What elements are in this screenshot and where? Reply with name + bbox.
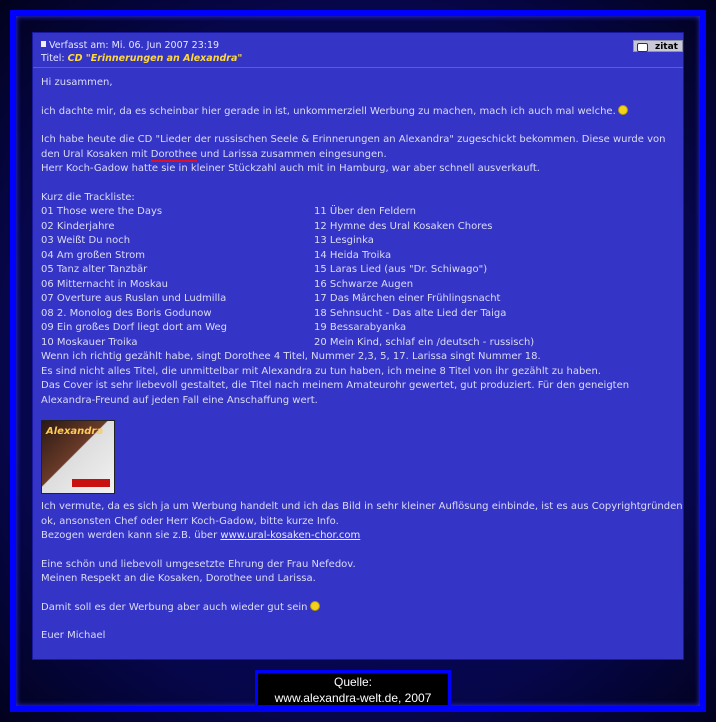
shop-link[interactable]: www.ural-kosaken-chor.com	[220, 530, 361, 541]
list-item: 14 Heida Troika	[314, 249, 392, 261]
quote-icon	[637, 43, 648, 52]
paragraph-cd: Ich habe heute die CD "Lieder der russischen Seele & Erinnerungen an Alexandra" zugeschickt bekommen. Diese wurde von den Ural Kosaken mit Dorothee und Larissa zusammen eingesungen. Herr Koch-Gadow hatte sie in kleiner Stückzahl auch mit in Hamburg, war aber schnell ausverkauft.	[41, 134, 666, 174]
tracklist-heading: Kurz die Trackliste:	[41, 191, 135, 203]
list-item: 05 Tanz alter Tanzbär	[41, 264, 148, 275]
smiley-icon	[618, 105, 628, 115]
post-title: CD "Erinnerungen an Alexandra"	[67, 53, 243, 64]
list-item: 18 Sehnsucht - Das alte Lied der Taiga	[314, 307, 507, 319]
cover-band	[72, 479, 110, 487]
cover-title: Alexandra	[46, 426, 104, 437]
signoff: Euer Michael	[41, 630, 106, 641]
list-item: 15 Laras Lied (aus "Dr. Schiwago")	[314, 264, 488, 275]
tracklist-right	[314, 205, 674, 350]
quote-button[interactable]: zitat	[633, 40, 683, 52]
source-value: www.alexandra-welt.de, 2007	[274, 691, 432, 705]
header-divider	[33, 67, 683, 68]
list-item: 20 Mein Kind, schlaf ein /deutsch - russisch)	[314, 336, 535, 348]
list-item: 11 Über den Feldern	[314, 206, 416, 217]
greeting: Hi zusammen,	[41, 77, 113, 88]
highlighted-name: Dorothee	[150, 148, 198, 160]
list-item: 06 Mitternacht in Moskau	[41, 278, 168, 290]
tracklist	[41, 205, 683, 350]
list-item: 09 Ein großes Dorf liegt dort am Weg	[41, 322, 228, 333]
tracklist-left	[41, 205, 314, 350]
paragraph-review: Wenn ich richtig gezählt habe, singt Dorothee 4 Titel, Nummer 2,3, 5, 17. Larissa singt Nummer 18. Es sind nicht alles Titel, die unmittelbar mit Alexandra zu tun haben, ich meine 8 Titel von ihr gezählt zu haben. Das Cover ist sehr liebevoll gestaltet, die Titel nach meinem Amateurohr gewertet, gut produziert. Für den geneigten Alexandra-Freund auf jeden Fall eine Anschaffung wert.	[41, 351, 630, 406]
list-item: 17 Das Märchen einer Frühlingsnacht	[314, 293, 501, 304]
post-header	[41, 39, 683, 65]
paragraph-copyright: Ich vermute, da es sich ja um Werbung handelt und ich das Bild in sehr kleiner Auflösung einbinde, ist es aus Copyrightgründen ok, ansonsten Chef oder Herr Koch-Gadow, bitte kurze Info. Bezogen werden kann sie z.B. über www.ural-kosaken-chor.com	[41, 501, 683, 541]
list-item: 01 Those were the Days	[41, 206, 163, 217]
list-item: 03 Weißt Du noch	[41, 235, 131, 246]
list-item: 19 Bessarabyanka	[314, 322, 407, 333]
post-icon	[41, 41, 46, 47]
source-caption	[255, 670, 451, 708]
list-item: 10 Moskauer Troika	[41, 336, 138, 348]
list-item: 16 Schwarze Augen	[314, 278, 414, 290]
list-item: 02 Kinderjahre	[41, 220, 115, 232]
list-item: 04 Am großen Strom	[41, 249, 146, 261]
source-label: Quelle:	[333, 675, 373, 689]
forum-post	[32, 32, 684, 660]
intro-text: ich dachte mir, da es scheinbar hier gerade in ist, unkommerziell Werbung zu machen, mach ich auch mal welche.	[41, 105, 683, 120]
list-item: 12 Hymne des Ural Kosaken Chores	[314, 220, 493, 232]
wink-icon	[310, 601, 320, 611]
post-date: Verfasst am: Mi. 06. Jun 2007 23:19	[49, 40, 220, 51]
paragraph-tribute: Eine schön und liebevoll umgesetzte Ehrung der Frau Nefedov. Meinen Respekt an die Kosaken, Dorothee und Larissa.	[41, 558, 356, 584]
list-item: 08 2. Monolog des Boris Godunow	[41, 307, 212, 319]
list-item: 07 Overture aus Ruslan und Ludmilla	[41, 293, 227, 304]
paragraph-closing: Damit soll es der Werbung aber auch wieder gut sein	[41, 601, 683, 616]
list-item: 13 Lesginka	[314, 235, 374, 246]
title-label: Titel:	[41, 53, 65, 64]
cd-cover-image	[41, 420, 115, 494]
